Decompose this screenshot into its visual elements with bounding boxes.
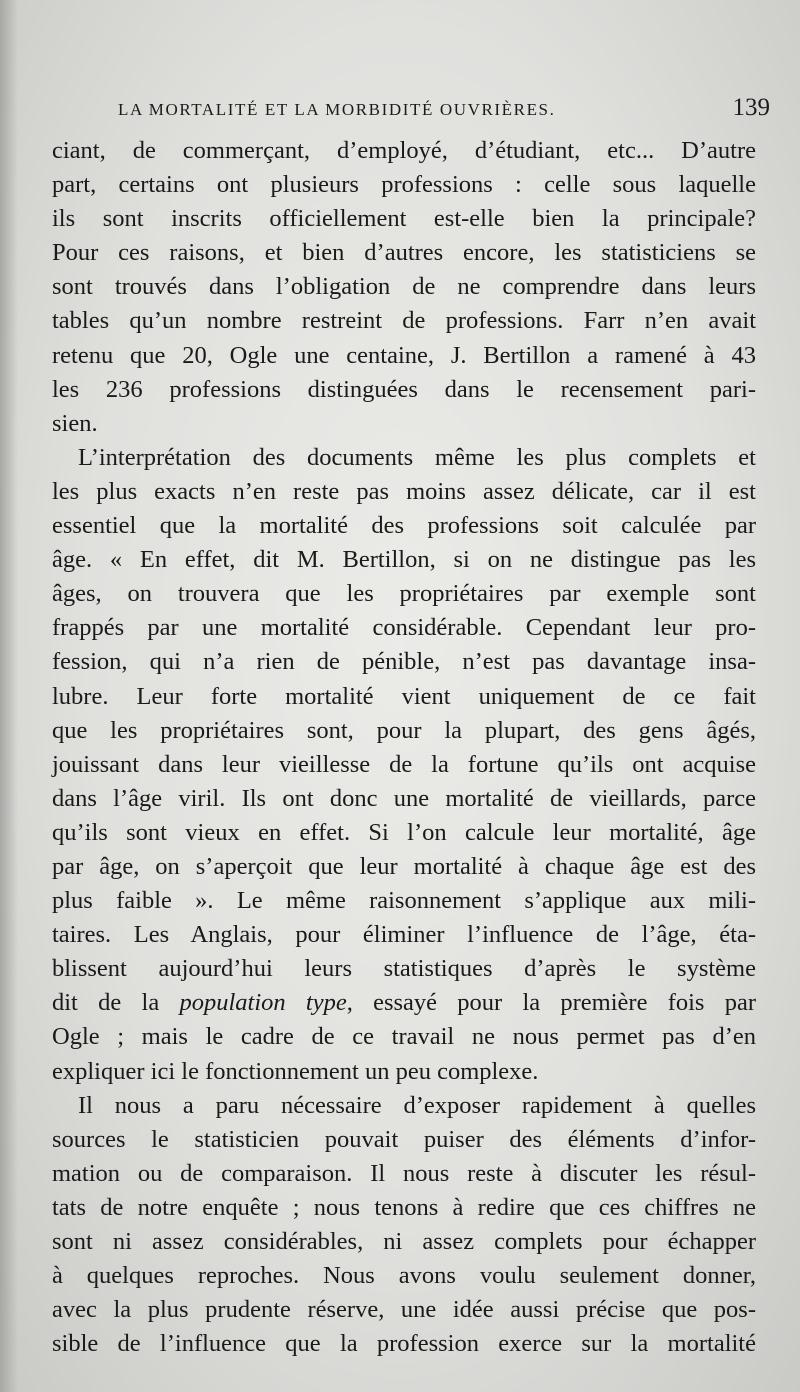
text-line: les plus exacts n’en reste pas moins assez délicate, car il est bbox=[52, 477, 756, 505]
text-line: avec la plus prudente réserve, une idée aussi précise que pos- bbox=[52, 1296, 756, 1324]
page-number: 139 bbox=[732, 94, 770, 121]
text-run: , essayé pour la première fois par bbox=[346, 989, 757, 1017]
text-run: dit de la bbox=[52, 989, 180, 1017]
text-line: plus faible ». Le même raisonnement s’applique aux mili- bbox=[52, 887, 756, 915]
text-line: sible de l’influence que la profession exerce sur la mortalité bbox=[52, 1330, 756, 1358]
text-line: dans l’âge viril. Ils ont donc une mortalité de vieillards, parce bbox=[52, 784, 756, 812]
text-line: par âge, on s’aperçoit que leur mortalité à chaque âge est des bbox=[52, 852, 756, 880]
text-line: part, certains ont plusieurs professions : celle sous laquelle bbox=[52, 171, 756, 199]
text-line: tables qu’un nombre restreint de professions. Farr n’en avait bbox=[52, 307, 756, 335]
page-header bbox=[118, 94, 770, 128]
text-line: mation ou de comparaison. Il nous reste à discuter les résul- bbox=[52, 1159, 756, 1187]
paragraph-first-line: L’interprétation des documents même les plus complets et bbox=[78, 443, 756, 471]
text-line: qu’ils sont vieux en effet. Si l’on calcule leur mortalité, âge bbox=[52, 818, 756, 846]
page-edge-shadow bbox=[0, 0, 18, 1392]
text-line: jouissant dans leur vieillesse de la fortune qu’ils ont acquise bbox=[52, 750, 756, 778]
text-line: sont trouvés dans l’obligation de ne comprendre dans leurs bbox=[52, 273, 756, 301]
text-line: retenu que 20, Ogle une centaine, J. Bertillon a ramené à 43 bbox=[52, 341, 756, 369]
text-line: taires. Les Anglais, pour éliminer l’influence de l’âge, éta- bbox=[52, 921, 756, 949]
italic-term: population type bbox=[179, 989, 347, 1017]
text-line: ils sont inscrits officiellement est-elle bien la principale? bbox=[52, 205, 756, 233]
text-line: expliquer ici le fonctionnement un peu complexe. bbox=[52, 1057, 539, 1085]
text-line bbox=[52, 986, 756, 1020]
text-line: âges, on trouvera que les propriétaires par exemple sont bbox=[52, 580, 756, 608]
text-line: âge. « En effet, dit M. Bertillon, si on ne distingue pas les bbox=[52, 546, 756, 574]
text-line: tats de notre enquête ; nous tenons à redire que ces chiffres ne bbox=[52, 1193, 756, 1221]
text-line: que les propriétaires sont, pour la plupart, des gens âgés, bbox=[52, 716, 756, 744]
text-line: sources le statisticien pouvait puiser des éléments d’infor- bbox=[52, 1125, 756, 1153]
text-line: les 236 professions distinguées dans le recensement pari- bbox=[52, 375, 756, 403]
running-title: LA MORTALITÉ ET LA MORBIDITÉ OUVRIÈRES. bbox=[118, 100, 556, 119]
text-line: Pour ces raisons, et bien d’autres encore, les statisticiens se bbox=[52, 239, 756, 267]
text-line: essentiel que la mortalité des professions soit calculée par bbox=[52, 512, 756, 540]
text-line: ciant, de commerçant, d’employé, d’étudiant, etc... D’autre bbox=[52, 137, 756, 164]
text-line: frappés par une mortalité considérable. Cependant leur pro- bbox=[52, 614, 756, 642]
text-line: Ogle ; mais le cadre de ce travail ne nous permet pas d’en bbox=[52, 1023, 756, 1051]
text-line: sont ni assez considérables, ni assez complets pour échapper bbox=[52, 1228, 756, 1255]
text-line: fession, qui n’a rien de pénible, n’est pas davantage insa- bbox=[52, 648, 756, 676]
text-line: sien. bbox=[52, 409, 98, 437]
body-text bbox=[52, 134, 756, 1361]
text-line: à quelques reproches. Nous avons voulu seulement donner, bbox=[52, 1262, 756, 1290]
text-line: blissent aujourd’hui leurs statistiques d’après le système bbox=[52, 955, 756, 983]
text-line: lubre. Leur forte mortalité vient uniquement de ce fait bbox=[52, 682, 756, 710]
paragraph-first-line: Il nous a paru nécessaire d’exposer rapidement à quelles bbox=[78, 1091, 756, 1119]
